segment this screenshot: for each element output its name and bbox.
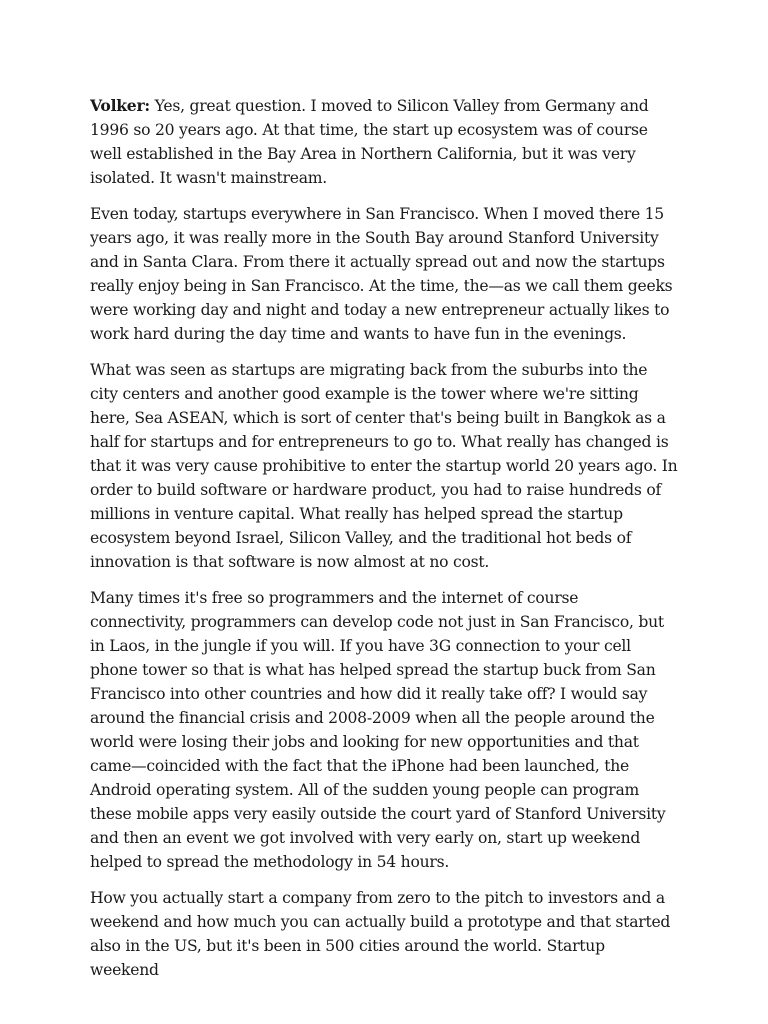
paragraph-3: What was seen as startups are migrating back from the suburbs into the city centers and another good example is the tower where we're sitting here, Sea ASEAN, which is sort of center that's being built in Bangkok as a half for startups and for entrepreneurs to go to. What really has changed is that it was very cause prohibitive to enter the startup world 20 years ago. In order to build software or hardware product, you had to raise hundreds of millions in venture capital. What really has helped spread the startup ecosystem beyond Israel, Silicon Valley, and the traditional hot beds of innovation is that software is now almost at no cost.	[90, 361, 678, 571]
paragraph-5: How you actually start a company from zero to the pitch to investors and a weekend and how much you can actually build a prototype and that started also in the US, but it's been in 500 cities around the world. Startup weekend	[90, 889, 671, 979]
paragraph-1-text: Yes, great question. I moved to Silicon Valley from Germany and 1996 so 20 years ago. At that time, the start up ecosystem was of course well established in the Bay Area in Northern California, but it was very isolated. It wasn't mainstream.	[90, 97, 649, 187]
paragraph-4: Many times it's free so programmers and the internet of course connectivity, programmers can develop code not just in San Francisco, but in Laos, in the jungle if you will. If you have 3G connection to your cell phone tower so that is what has helped spread the startup buck from San Francisco into other countries and how did it really take off? I would say around the financial crisis and 2008-2009 when all the people around the world were losing their jobs and looking for new opportunities and that came—coincided with the fact that the iPhone had been launched, the Android operating system. All of the sudden young people can program these mobile apps very easily outside the court yard of Stanford University and then an event we got involved with very early on, start up weekend helped to spread the methodology in 54 hours.	[90, 589, 666, 871]
speaker-label: Volker:	[90, 96, 150, 115]
paragraph-2: Even today, startups everywhere in San Francisco. When I moved there 15 years ago, it was really more in the South Bay around Stanford University and in Santa Clara. From there it actually spread out and now the startups really enjoy being in San Francisco. At the time, the—as we call them geeks were working day and night and today a new entrepreneur actually likes to work hard during the day time and wants to have fun in the evenings.	[90, 205, 673, 343]
paragraph-1	[90, 94, 678, 190]
